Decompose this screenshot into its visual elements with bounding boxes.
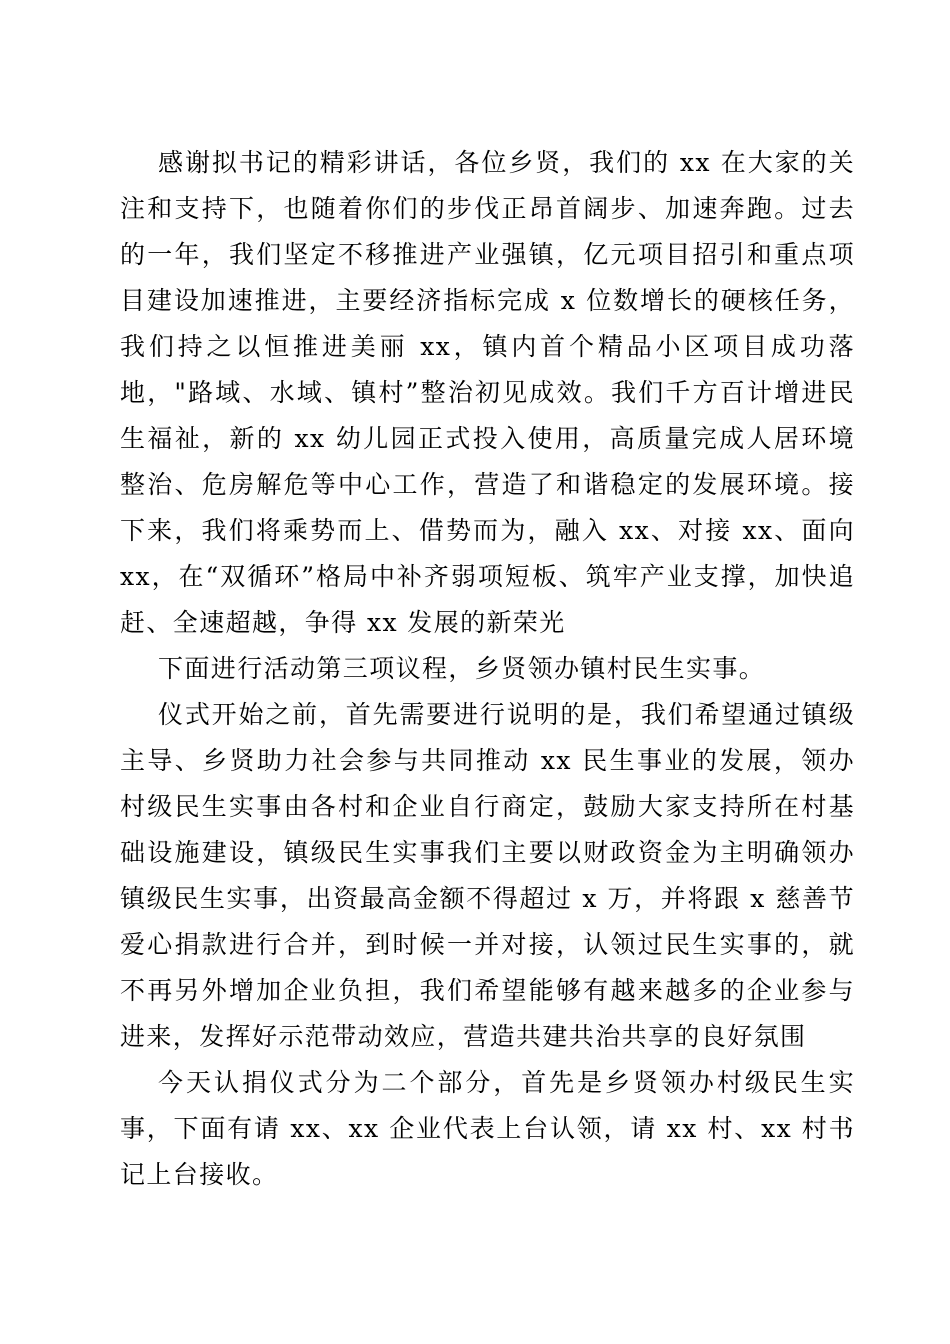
paragraph-ceremony-explanation: 仪式开始之前，首先需要进行说明的是，我们希望通过镇级主导、乡贤助力社会参与共同推动 xx 民生事业的发展，领办村级民生实事由各村和企业自行商定，鼓励大家支持所在村基础设施建设，镇级民生实事我们主要以财政资金为主明确领办镇级民生实事，出资最高金额不得超过 x 万，并将跟 x 慈善节爱心捐款进行合并，到时候一并对接，认领过民生实事的，就不再另外增加企业负担，我们希望能够有越来越多的企业参与进来，发挥好示范带动效应，营造共建共治共享的良好氛围	[120, 700, 855, 1051]
paragraph-speech-intro: 感谢拟书记的精彩讲话，各位乡贤，我们的 xx 在大家的关注和支持下，也随着你们的步伐正昂首阔步、加速奔跑。过去的一年，我们坚定不移推进产业强镇，亿元项目招引和重点项目建设加速推进，主要经济指标完成 x 位数增长的硬核任务，我们持之以恒推进美丽 xx，镇内首个精品小区项目成功落地，"路域、水域、镇村”整治初见成效。我们千方百计增进民生福祉，新的 xx 幼儿园正式投入使用，高质量完成人居环境整治、危房解危等中心工作，营造了和谐稳定的发展环境。接下来，我们将乘势而上、借势而为，融入 xx、对接 xx、面向 xx，在“双循环”格局中补齐弱项短板、筑牢产业支撑，加快追赶、全速超越，争得 xx 发展的新荣光	[120, 148, 855, 637]
paragraph-ceremony-parts: 今天认捐仪式分为二个部分，首先是乡贤领办村级民生实事，下面有请 xx、xx 企业代表上台认领，请 xx 村、xx 村书记上台接收。	[120, 1068, 855, 1189]
paragraph-agenda-item-three: 下面进行活动第三项议程，乡贤领办镇村民生实事。	[158, 654, 766, 683]
document-body	[120, 140, 855, 1198]
